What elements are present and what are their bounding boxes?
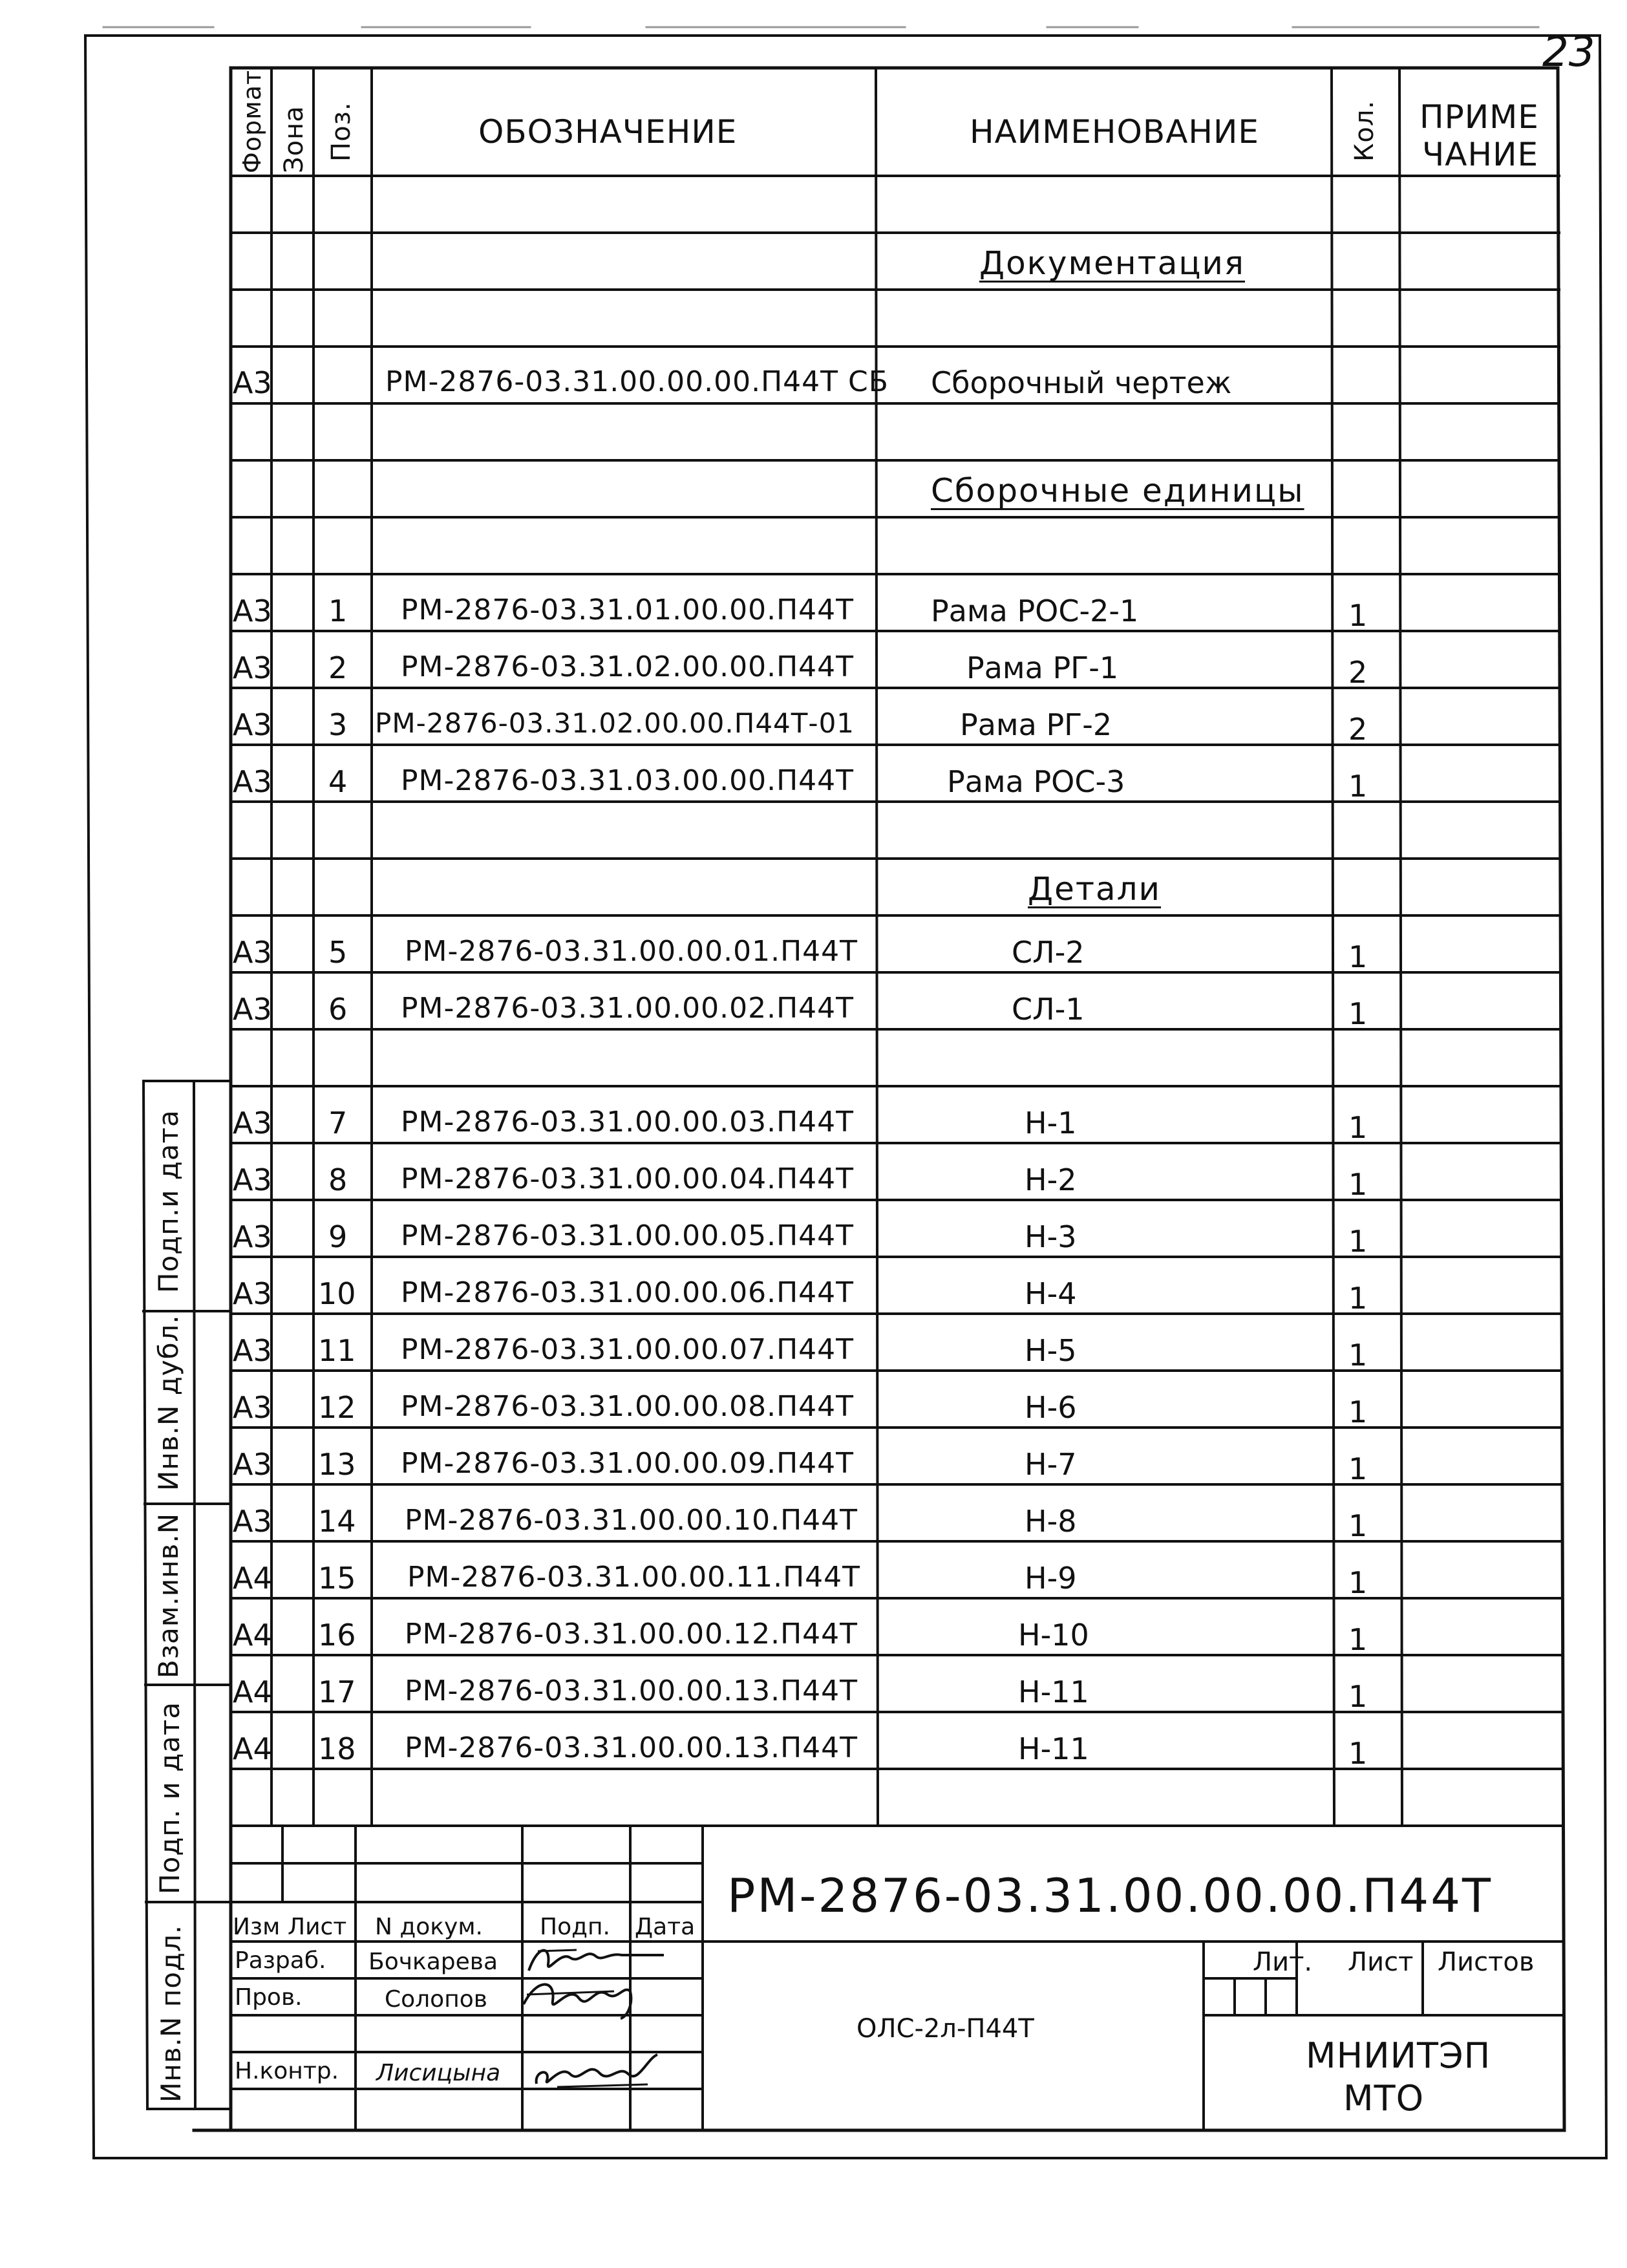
header-zone: Зона xyxy=(279,105,309,173)
row-qty: 1 xyxy=(1348,1565,1368,1600)
row-name: Н-4 xyxy=(1025,1276,1077,1311)
col-data: Дата xyxy=(635,1914,696,1940)
row-qty: 1 xyxy=(1348,1679,1368,1714)
sheet-label: Лист xyxy=(1348,1947,1414,1977)
row-format: А3 xyxy=(233,992,272,1027)
row-qty: 1 xyxy=(1348,1395,1368,1429)
row-name: Сборочный чертеж xyxy=(931,365,1232,400)
row-qty: 1 xyxy=(1348,939,1368,974)
product-name: ОЛС-2л-П44Т xyxy=(856,2014,1034,2044)
row-designation: РМ-2876-03.31.00.00.11.П44Т xyxy=(407,1561,861,1594)
row-pos: 9 xyxy=(328,1219,348,1254)
row-format: А3 xyxy=(233,764,272,799)
row-format: А3 xyxy=(233,1106,272,1140)
col-ndoc: N докум. xyxy=(375,1914,483,1940)
organization-line1: МНИИТЭП xyxy=(1306,2035,1491,2076)
row-qty: 2 xyxy=(1348,712,1368,747)
row-designation: РМ-2876-03.31.00.00.12.П44Т xyxy=(405,1618,858,1651)
row-name: Н-6 xyxy=(1025,1390,1077,1425)
header-note-line1: ПРИМЕ xyxy=(1420,98,1539,136)
row-name: Н-1 xyxy=(1025,1106,1077,1140)
row-name: СЛ-2 xyxy=(1012,935,1085,970)
row-format: А3 xyxy=(233,1504,272,1539)
row-designation: РМ-2876-03.31.03.00.00.П44Т xyxy=(401,764,855,797)
row-name: Н-5 xyxy=(1025,1333,1077,1368)
row-designation: РМ-2876-03.31.00.00.13.П44Т xyxy=(405,1674,858,1707)
signature-checker xyxy=(517,1972,646,2024)
row-qty: 1 xyxy=(1348,1451,1368,1486)
col-list: Лист xyxy=(288,1914,347,1940)
row-qty: 1 xyxy=(1348,1110,1368,1145)
row-qty: 1 xyxy=(1348,996,1368,1031)
row-designation: РМ-2876-03.31.01.00.00.П44Т xyxy=(401,594,855,626)
row-designation: РМ-2876-03.31.00.00.01.П44Т xyxy=(405,935,858,968)
row-qty: 1 xyxy=(1348,1281,1368,1316)
row-name: Н-8 xyxy=(1025,1504,1077,1539)
header-format: Формат xyxy=(238,69,266,173)
organization-line2: МТО xyxy=(1343,2078,1425,2119)
section-details: Детали xyxy=(1028,870,1162,908)
row-qty: 1 xyxy=(1348,1622,1368,1657)
name-checker: Солопов xyxy=(385,1986,487,2013)
row-designation: РМ-2876-03.31.00.00.00.П44Т СБ xyxy=(385,365,889,398)
row-qty: 1 xyxy=(1348,598,1368,633)
row-format: А3 xyxy=(233,365,272,400)
row-name: Н-2 xyxy=(1025,1162,1077,1197)
row-pos: 1 xyxy=(328,594,348,628)
header-designation: ОБОЗНАЧЕНИЕ xyxy=(478,113,738,151)
row-format: А3 xyxy=(233,1219,272,1254)
row-format: А4 xyxy=(233,1618,272,1653)
row-designation: РМ-2876-03.31.00.00.06.П44Т xyxy=(401,1276,855,1309)
row-pos: 17 xyxy=(318,1674,356,1709)
row-pos: 7 xyxy=(328,1106,348,1140)
document-code: РМ-2876-03.31.00.00.00.П44Т xyxy=(727,1868,1493,1923)
header-note-line2: ЧАНИЕ xyxy=(1422,136,1539,173)
row-format: А4 xyxy=(233,1561,272,1596)
row-pos: 15 xyxy=(318,1561,356,1596)
row-name: Н-11 xyxy=(1018,1731,1089,1766)
col-podp: Подп. xyxy=(540,1914,610,1940)
role-developer: Разраб. xyxy=(235,1947,326,1974)
row-name: Н-10 xyxy=(1018,1618,1089,1653)
row-name: Н-9 xyxy=(1025,1561,1077,1596)
row-designation: РМ-2876-03.31.00.00.07.П44Т xyxy=(401,1333,855,1366)
row-name: Рама РОС-2-1 xyxy=(931,594,1139,628)
row-designation: РМ-2876-03.31.00.00.04.П44Т xyxy=(401,1162,855,1195)
lit-label: Лит. xyxy=(1253,1947,1313,1977)
row-pos: 12 xyxy=(318,1390,356,1425)
row-format: А3 xyxy=(233,1333,272,1368)
header-name: НАИМЕНОВАНИЕ xyxy=(970,113,1259,151)
side-label-inv-dubl: Инв.N дубл. xyxy=(153,1314,184,1491)
row-pos: 5 xyxy=(328,935,348,970)
row-qty: 1 xyxy=(1348,769,1368,804)
row-name: Н-7 xyxy=(1025,1447,1077,1482)
row-pos: 4 xyxy=(328,764,348,799)
row-pos: 3 xyxy=(328,707,348,742)
row-format: А3 xyxy=(233,1162,272,1197)
row-pos: 11 xyxy=(318,1333,356,1368)
row-pos: 10 xyxy=(318,1276,356,1311)
signature-norm-control xyxy=(531,2048,667,2093)
row-designation: РМ-2876-03.31.00.00.02.П44Т xyxy=(401,992,855,1025)
row-format: А3 xyxy=(233,1276,272,1311)
row-format: А3 xyxy=(233,935,272,970)
row-pos: 18 xyxy=(318,1731,356,1766)
row-pos: 13 xyxy=(318,1447,356,1482)
row-pos: 6 xyxy=(328,992,348,1027)
row-format: А3 xyxy=(233,594,272,628)
row-qty: 1 xyxy=(1348,1508,1368,1543)
row-designation: РМ-2876-03.31.02.00.00.П44Т-01 xyxy=(375,707,855,739)
side-label-inv-podl: Инв.N подл. xyxy=(155,1924,187,2102)
row-pos: 16 xyxy=(318,1618,356,1653)
row-format: А3 xyxy=(233,707,272,742)
row-designation: РМ-2876-03.31.02.00.00.П44Т xyxy=(401,650,855,683)
row-pos: 14 xyxy=(318,1504,356,1539)
row-name: СЛ-1 xyxy=(1012,992,1085,1027)
row-name: Рама РГ-2 xyxy=(960,707,1112,742)
row-qty: 1 xyxy=(1348,1224,1368,1259)
row-designation: РМ-2876-03.31.00.00.08.П44Т xyxy=(401,1390,855,1423)
row-designation: РМ-2876-03.31.00.00.03.П44Т xyxy=(401,1106,855,1139)
header-pos: Поз. xyxy=(326,102,356,162)
row-name: Рама РГ-1 xyxy=(966,650,1119,685)
row-qty: 1 xyxy=(1348,1167,1368,1202)
side-label-sign-date-2: Подп. и дата xyxy=(154,1701,186,1894)
name-developer: Бочкарева xyxy=(368,1949,498,1975)
row-format: А3 xyxy=(233,1447,272,1482)
col-izm: Изм xyxy=(233,1914,281,1940)
row-qty: 2 xyxy=(1348,655,1368,690)
side-label-vzam-inv: Взам.инв.N xyxy=(153,1512,184,1678)
row-name: Н-11 xyxy=(1018,1674,1089,1709)
row-qty: 1 xyxy=(1348,1338,1368,1373)
row-designation: РМ-2876-03.31.00.00.10.П44Т xyxy=(405,1504,858,1537)
header-qty: Кол. xyxy=(1350,100,1379,162)
row-format: А3 xyxy=(233,650,272,685)
row-designation: РМ-2876-03.31.00.00.05.П44Т xyxy=(401,1219,855,1252)
page-number: 23 xyxy=(1542,28,1595,76)
row-pos: 8 xyxy=(328,1162,348,1197)
row-name: Рама РОС-3 xyxy=(947,764,1125,799)
sheets-label: Листов xyxy=(1438,1947,1535,1977)
section-documentation: Документация xyxy=(979,244,1245,282)
name-norm-control: Лисицына xyxy=(376,2060,501,2086)
role-norm-control: Н.контр. xyxy=(235,2058,339,2084)
row-format: А4 xyxy=(233,1674,272,1709)
role-checker: Пров. xyxy=(235,1984,303,2011)
row-designation: РМ-2876-03.31.00.00.09.П44Т xyxy=(401,1447,855,1480)
side-label-sign-date-1: Подп.и дата xyxy=(153,1109,184,1293)
row-designation: РМ-2876-03.31.00.00.13.П44Т xyxy=(405,1731,858,1764)
row-format: А3 xyxy=(233,1390,272,1425)
row-format: А4 xyxy=(233,1731,272,1766)
row-pos: 2 xyxy=(328,650,348,685)
row-qty: 1 xyxy=(1348,1736,1368,1771)
row-name: Н-3 xyxy=(1025,1219,1077,1254)
section-assemblies: Сборочные единицы xyxy=(931,472,1304,509)
